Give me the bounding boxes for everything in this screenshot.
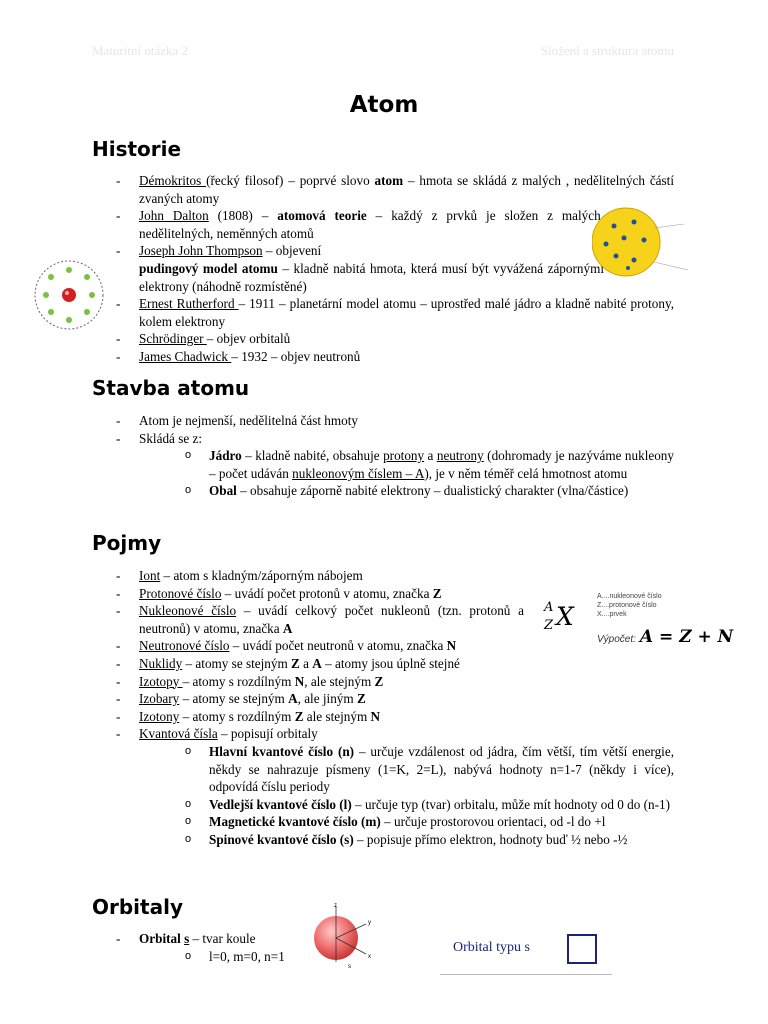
list-item: - Kvantová čísla – popisují orbitaly o Hlavní kvantové číslo (n) – určuje vzdálenost od jádra, čím větší, tím větší energie, někdy se nahrazuje písmeny (1=K, 2=L), nabývá hodnoty n=1-7 (někdy i více), odpovídá číslu periody o Vedlejší kvantové číslo (l) – určuje typ (tvar) orbitalu, může mít hodnoty od 0 do (n-1) o Magnetické kvantové číslo (m) – určuje prostorovou orientaci, od -l do +l o Spinové kvantové číslo (s) – popisuje přímo elektron, hodnoty buď ½ nebo -½ — [116, 725, 674, 848]
stavba-list — [116, 412, 674, 500]
section-heading-pojmy: Pojmy — [92, 531, 162, 555]
historie-list — [116, 172, 674, 366]
list-item: o l=0, m=0, n=1 — [185, 948, 674, 966]
section-heading-stavba: Stavba atomu — [92, 376, 250, 400]
list-item: o Spinové kvantové číslo (s) – popisuje přímo elektron, hodnoty buď ½ nebo -½ — [185, 831, 674, 849]
list-item: - Nukleonové číslo – uvádí celkový počet nukleonů (tzn. protonů a neutronů) v atomu, značka A — [116, 602, 674, 637]
page-title: Atom — [349, 92, 419, 118]
list-item: o Jádro – kladně nabité, obsahuje protony a neutrony (dohromady je nazýváme nukleony – počet udáván nukleonovým číslem – A), je v něm téměř celá hmotnost atomu — [185, 447, 674, 482]
header-right: Složení a struktura atomu — [540, 43, 674, 58]
list-item: - Iont – atom s kladným/záporným nábojem — [116, 567, 674, 585]
nuclide-notation: A Z X — [544, 600, 574, 633]
list-item: - Orbital s – tvar koule o l=0, m=0, n=1 — [116, 930, 674, 965]
list-item: - James Chadwick – 1932 – objev neutronů — [116, 348, 674, 366]
svg-text:x: x — [368, 954, 371, 960]
list-item: o Magnetické kvantové číslo (m) – určuje prostorovou orientaci, od -l do +l — [185, 813, 674, 831]
list-item: - John Dalton (1808) – atomová teorie – každý z prvků je složen z malých, nedělitelných, neměnných atomů — [116, 207, 674, 242]
list-item: o Vedlejší kvantové číslo (l) – určuje typ (tvar) orbitalu, může mít hodnoty od 0 do (n-1) — [185, 796, 674, 814]
header-left: Maturitní otázka 2 — [92, 43, 189, 58]
list-item: o Hlavní kvantové číslo (n) – určuje vzdálenost od jádra, čím větší, tím větší energie, někdy se nahrazuje písmeny (1=K, 2=L), nabývá hodnoty n=1-7 (někdy i více), odpovídá číslu periody — [185, 743, 674, 796]
list-item: - Izotopy – atomy s rozdílným N, ale stejným Z — [116, 673, 674, 691]
orbital-type-s-figure: Orbital typu s — [440, 932, 612, 975]
orbital-box — [567, 934, 597, 964]
list-item: - Protonové číslo – uvádí počet protonů v atomu, značka Z — [116, 585, 674, 603]
list-item: - Skládá se z: o Jádro – kladně nabité, obsahuje protony a neutrony (dohromady je nazýváme nukleony – počet udáván nukleonovým číslem – A), je v něm téměř celá hmotnost atomu o Obal – obsahuje záporně nabité elektrony – dualistický charakter (vlna/částice) — [116, 430, 674, 500]
list-item: - Izotony – atomy s rozdílným Z ale stejným N — [116, 708, 674, 726]
pudding-model-image — [592, 204, 696, 280]
list-item: - Joseph John Thompson – objevení pudingový model atomu – kladně nabitá hmota, která musí být vyvážená zápornými elektrony (náhodně rozmístěné) — [116, 242, 674, 295]
section-heading-orbitaly: Orbitaly — [92, 895, 183, 919]
list-item: o Obal – obsahuje záporně nabité elektrony – dualistický charakter (vlna/částice) — [185, 482, 674, 500]
list-item: - Nuklidy – atomy se stejným Z a A – atomy jsou úplně stejné — [116, 655, 674, 673]
svg-text:z: z — [334, 903, 337, 909]
svg-text:s: s — [348, 964, 351, 970]
list-item: - Neutronové číslo – uvádí počet neutronů v atomu, značka N — [116, 637, 674, 655]
list-item: - Atom je nejmenší, nedělitelná část hmoty — [116, 412, 674, 430]
list-item: - Schrödinger – objev orbitalů — [116, 330, 674, 348]
rutherford-atom-image — [32, 258, 106, 332]
notation-formula: Výpočet: A = Z + N — [597, 627, 734, 647]
list-item: - Démokritos (řecký filosof) – poprvé slovo atom – hmota se skládá z malých , nedělitelných částí zvaných atomy — [116, 172, 674, 207]
notation-legend: A....nukleonové číslo Z....protonové číslo X....prvek — [597, 593, 662, 618]
section-heading-historie: Historie — [92, 137, 182, 161]
list-item: - Izobary – atomy se stejným A, ale jiným Z — [116, 690, 674, 708]
s-orbital-image — [304, 902, 376, 970]
svg-text:y: y — [368, 920, 371, 926]
list-item: - Ernest Rutherford – 1911 – planetární model atomu – uprostřed malé jádro a kladně nabité protony, kolem elektrony — [116, 295, 674, 330]
